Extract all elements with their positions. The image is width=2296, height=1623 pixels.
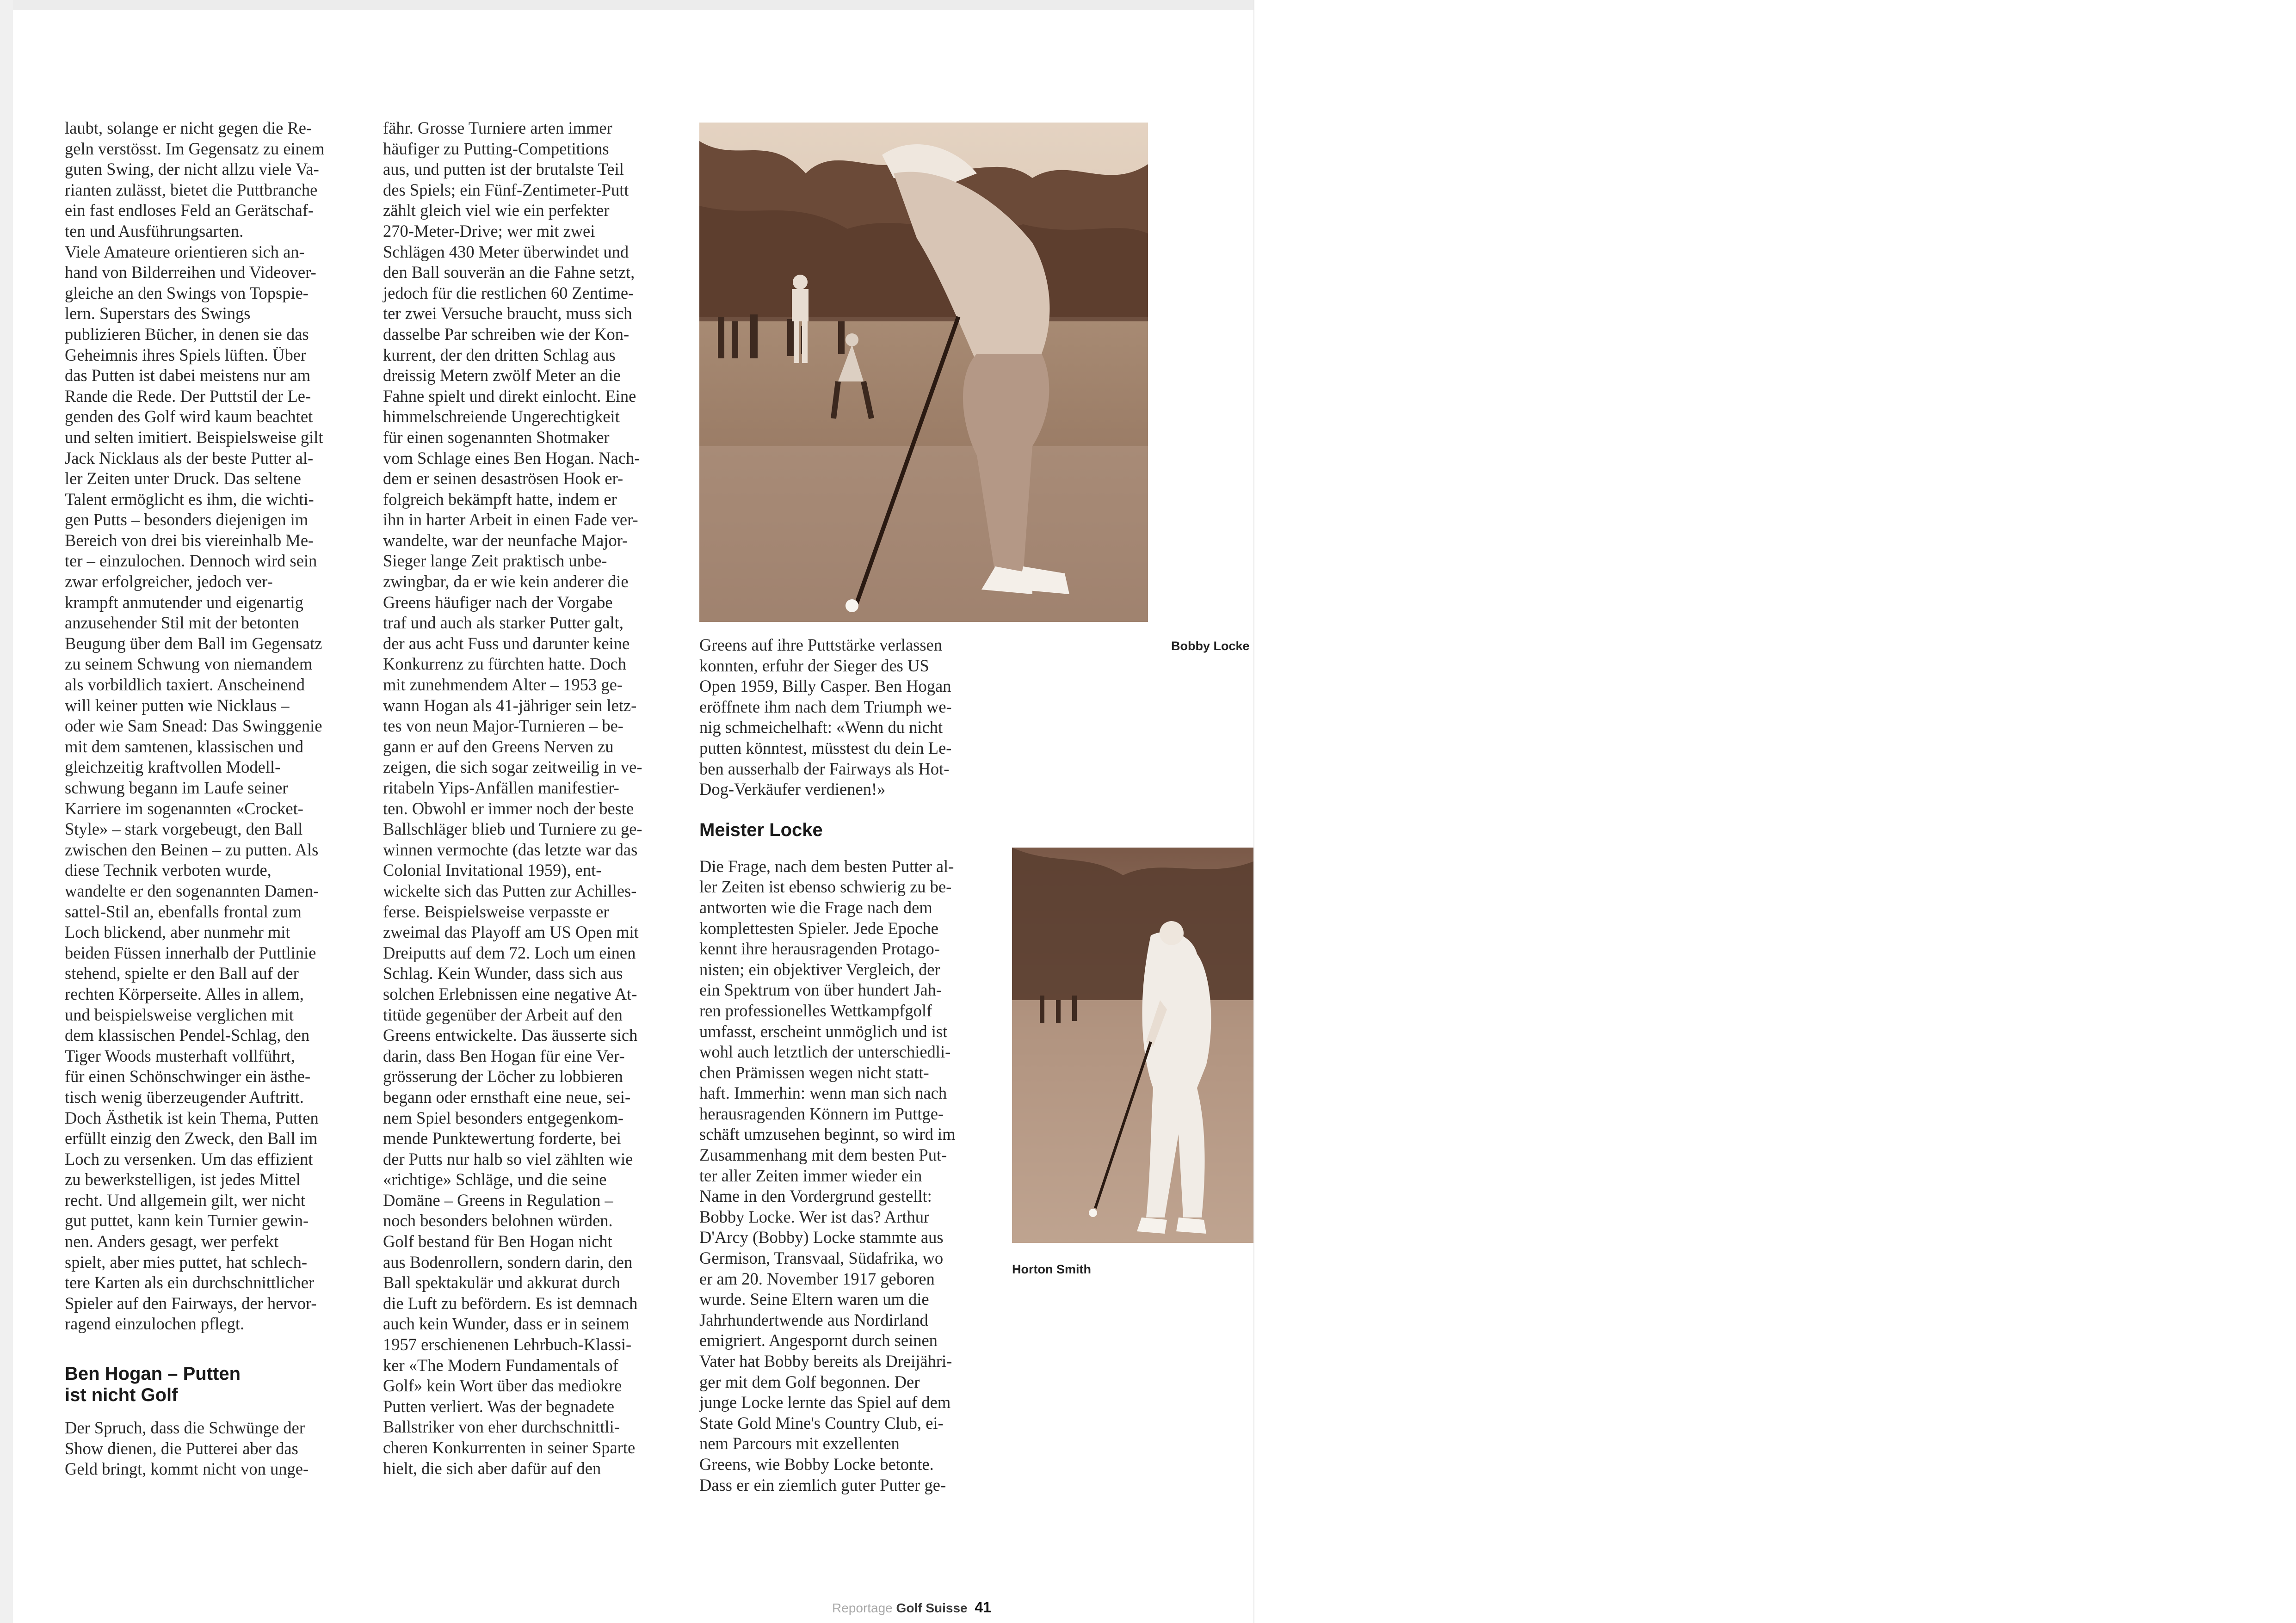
photo-caption-bobby-locke: Bobby Locke: [1171, 639, 1250, 653]
footer-section-label: Reportage: [832, 1601, 893, 1615]
photo-horton-smith: [1012, 848, 1253, 1243]
photo-bobby-locke-image: [699, 123, 1148, 622]
section-heading-meister-locke: Meister Locke: [699, 819, 823, 840]
paragraph: Viele Amateure orientieren sich an- hand von Bilderreihen und Videover- gleiche an den Swings von Topspie- lern. Superstars des Swings publizieren Bücher, in denen sie das Geheimnis ihres Spiels lüften. Über das Putten ist dabei meistens nur am Rande die Rede. Der Puttstil der Le- genden des Golf wird kaum beachtet und selten imitiert. Beispielsweise gilt Jack Nicklaus als der beste Putter al- ler Zeiten unter Druck. Das seltene Talent ermöglicht es ihm, die wichti- gen Putts – besonders diejenigen im Bereich von drei bis viereinhalb Me- ter – einzulochen. Dennoch wird sein zwar erfolgreicher, jedoch ver- krampft anmutender und eigenartig anzusehender Stil mit der betonten Beugung über dem Ball im Gegensatz zu seinem Schwung von niemandem als vorbildlich taxiert. Anscheinend will keiner putten wie Nicklaus – oder wie Sam Snead: Das Swinggenie mit dem samtenen, klassischen und gleichzeitig kraftvollen Modell- schwung begann im Laufe seiner Karriere im sogenannten «Crocket- Style» – stark vorgebeugt, den Ball zwischen den Beinen – zu putten. Als diese Technik verboten wurde, wandelte er den sogenannten Damen- sattel-Stil an, ebenfalls frontal zum Loch blickend, aber nunmehr mit beiden Füssen innerhalb der Puttlinie stehend, spielte er den Ball auf der rechten Körperseite. Alles in allem, und beispielsweise verglichen mit dem klassischen Pendel-Schlag, den Tiger Woods musterhaft vollführt, für einen Schönschwinger ein ästhe- tisch wenig überzeugender Auftritt. Doch Ästhetik ist kein Thema, Putten erfüllt einzig den Zweck, den Ball im Loch zu versenken. Um das effizient zu bewerkstelligen, ist jedes Mittel recht. Und allgemein gilt, wer nicht gut puttet, kann kein Turnier gewin- nen. Anders gesagt, wer perfekt spielt, aber mies puttet, hat schlech- tere Karten als ein durchschnittlicher Spieler auf den Fairways, der hervor- ragend einzulochen pflegt.: [65, 242, 323, 1334]
paragraph: Greens auf ihre Puttstärke verlassen konnten, erfuhr der Sieger des US Open 1959, Billy Casper. Ben Hogan eröffnete ihm nach dem Triumph we- nig schmeichelhaft: «Wenn du nicht putten könntest, müsstest du dein Le- ben ausserhalb der Fairways als Hot- Dog-Verkäufer verdienen!»: [699, 635, 952, 799]
text-column-3: [699, 635, 990, 1495]
paragraph: laubt, solange er nicht gegen die Re- geln verstösst. Im Gegensatz zu einem guten Swing, der nicht allzu viele Va- rianten zulässt, bietet die Puttbranche ein fast endloses Feld an Gerätschaf- ten und Ausführungsarten.: [65, 118, 325, 240]
footer-magazine-name: Golf Suisse: [896, 1601, 968, 1615]
page-footer: [832, 1599, 991, 1616]
photo-caption-horton-smith: Horton Smith: [1012, 1262, 1091, 1276]
paragraph: Die Frage, nach dem besten Putter al- ler Zeiten ist ebenso schwierig zu be- antworten wie die Frage nach dem komplettesten Spieler. Jede Epoche kennt ihre herausragenden Protago- nisten; ein objektiver Vergleich, der ein Spektrum von über hundert Jah- ren professionelles Wettkampfgolf umfasst, erscheint unmöglich und ist wohl auch letztlich der unterschiedli- chen Prämissen wegen nicht statt- haft. Immerhin: wenn man sich nach herausragenden Könnern im Puttge- schäft umzusehen beginnt, so wird im Zusammenhang mit dem besten Put- ter aller Zeiten immer wieder ein Name in den Vordergrund gestellt: Bobby Locke. Wer ist das? Arthur D'Arcy (Bobby) Locke stammte aus Germison, Transvaal, Südafrika, wo er am 20. November 1917 geboren wurde. Seine Eltern waren um die Jahrhundertwende aus Nordirland emigriert. Angespornt durch seinen Vater hat Bobby bereits als Dreijähri- ger mit dem Golf begonnen. Der junge Locke lernte das Spiel auf dem State Gold Mine's Country Club, ei- nem Parcours mit exzellenten Greens, wie Bobby Locke betonte. Dass er ein ziemlich guter Putter ge-: [699, 856, 956, 1494]
text-column-2: [383, 118, 677, 1479]
scan-top-edge: [0, 0, 1253, 10]
page-number: 41: [975, 1599, 991, 1616]
text-column-1: [65, 118, 354, 1480]
scan-left-edge: [0, 0, 13, 1623]
photo-horton-smith-image: [1012, 848, 1253, 1243]
paragraph: fähr. Grosse Turniere arten immer häufiger zu Putting-Competitions aus, und putten ist der brutalste Teil des Spiels; ein Fünf-Zentimeter-Putt zählt gleich viel wie ein perfekter 270-Meter-Drive; wer mit zwei Schlägen 430 Meter überwindet und den Ball souverän an die Fahne setzt, jedoch für die restlichen 60 Zentime- ter zwei Versuche braucht, muss sich dasselbe Par schreiben wie der Kon- kurrent, der den dritten Schlag aus dreissig Metern zwölf Meter an die Fahne spielt und direkt einlocht. Eine himmelschreiende Ungerechtigkeit für einen sogenannten Shotmaker vom Schlage eines Ben Hogan. Nach- dem er seinen desaströsen Hook er- folgreich bekämpft hatte, indem er ihn in harter Arbeit in einen Fade ver- wandelte, war der neunfache Major- Sieger lange Zeit praktisch unbe- zwingbar, da er wie kein anderer die Greens häufiger nach der Vorgabe traf und auch als starker Putter galt, der aus acht Fuss und darunter keine Konkurrenz zu fürchten hatte. Doch mit zunehmendem Alter – 1953 ge- wann Hogan als 41-jähriger sein letz- tes von neun Major-Turnieren – be- gann er auf den Greens Nerven zu zeigen, die sich sogar zeitweilig in ve- ritabeln Yips-Anfällen manifestier- ten. Obwohl er immer noch der beste Ballschläger blieb und Turniere zu ge- winnen vermochte (das letzte war das Colonial Invitational 1959), ent- wickelte sich das Putten zur Achilles- ferse. Beispielsweise verpasste er zweimal das Playoff am US Open mit Dreiputts auf dem 72. Loch um einen Schlag. Kein Wunder, dass sich aus solchen Erlebnissen eine negative At- titüde gegenüber der Arbeit auf den Greens entwickelte. Das äusserte sich darin, dass Ben Hogan für eine Ver- grösserung der Löcher zu lobbieren begann oder ernsthaft eine neue, sei- nem Spiel besonders entgegenkom- mende Punktewertung forderte, bei der Putts nur halb so viel zählten wie «richtige» Schläge, und die seine Domäne – Greens in Regulation – noch besonders belohnen würden. Golf bestand für Ben Hogan nicht aus Bodenrollern, sondern darin, den Ball spektakulär und akkurat durch die Luft zu befördern. Es ist demnach auch kein Wunder, dass er in seinem 1957 erschienenen Lehrbuch-Klassi- ker «The Modern Fundamentals of Golf» kein Wort über das mediokre Putten verliert. Was der begnadete Ballstriker von eher durchschnittli- cheren Konkurrenten in seiner Sparte hielt, die sich aber dafür auf den: [383, 118, 642, 1478]
paragraph: Der Spruch, dass die Schwünge der Show dienen, die Putterei aber das Geld bringt, kommt nicht von unge-: [65, 1418, 309, 1479]
photo-bobby-locke: [699, 123, 1148, 622]
section-heading-ben-hogan: Ben Hogan – Putten ist nicht Golf: [65, 1364, 241, 1406]
